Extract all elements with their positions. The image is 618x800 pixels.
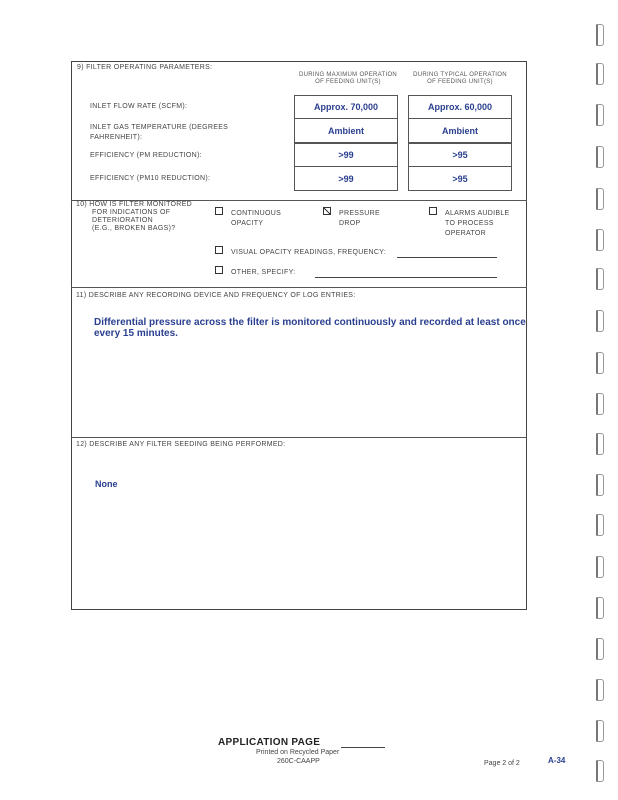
other-specify-field[interactable]	[315, 277, 497, 278]
column-header-typical: DURING TYPICAL OPERATION OF FEEDING UNIT(S)	[413, 72, 507, 85]
section-12-question: 12) DESCRIBE ANY FILTER SEEDING BEING PERFORMED:	[76, 441, 286, 448]
footer-page-id: A-34	[548, 756, 566, 765]
binder-tab	[596, 352, 604, 374]
section-10-q4: (E.G., BROKEN BAGS)?	[92, 225, 176, 232]
binder-tab	[596, 474, 604, 496]
pm-max-value: >99	[338, 150, 354, 160]
flow-typical-value: Approx. 60,000	[427, 102, 493, 112]
alarms-label-3: OPERATOR	[445, 230, 487, 237]
alarms-audible-checkbox[interactable]	[429, 207, 437, 215]
row-label-temp: INLET GAS TEMPERATURE (DEGREES FAHRENHEIT):	[90, 124, 229, 141]
continuous-opacity-label-2: OPACITY	[231, 220, 264, 227]
footer-recycled: Printed on Recycled Paper	[256, 749, 340, 756]
binder-tab	[596, 104, 604, 126]
other-checkbox[interactable]	[215, 266, 223, 274]
binder-tab	[596, 268, 604, 290]
section-10-q3: DETERIORATION	[92, 217, 153, 224]
binder-tab	[596, 310, 604, 332]
pm-max-field[interactable]	[294, 143, 398, 167]
section-10-q2: FOR INDICATIONS OF	[92, 209, 171, 216]
continuous-opacity-checkbox[interactable]	[215, 207, 223, 215]
pm-typical-value: >95	[452, 150, 468, 160]
divider-11-12	[71, 437, 527, 438]
visual-opacity-label: VISUAL OPACITY READINGS, FREQUENCY:	[231, 249, 387, 256]
temp-max-value: Ambient	[328, 125, 364, 136]
binder-tab	[596, 638, 604, 660]
temp-typical-value: Ambient	[442, 125, 478, 136]
row-label-flow: INLET FLOW RATE (SCFM):	[90, 103, 188, 110]
binder-tab	[596, 679, 604, 701]
section-12-answer: None	[95, 479, 118, 489]
binder-tab	[596, 229, 604, 251]
pressure-drop-label-1: PRESSURE	[339, 210, 380, 217]
alarms-label-2: TO PROCESS	[445, 220, 494, 227]
footer-page-number: Page 2 of 2	[484, 760, 520, 767]
binder-tab	[596, 393, 604, 415]
section-9-title: 9) FILTER OPERATING PARAMETERS:	[77, 64, 213, 71]
pm-typical-field[interactable]	[408, 143, 512, 167]
footer-page-blank	[341, 747, 385, 748]
section-11-question: 11) DESCRIBE ANY RECORDING DEVICE AND FREQUENCY OF LOG ENTRIES:	[76, 292, 356, 299]
alarms-label-1: ALARMS AUDIBLE	[445, 210, 510, 217]
continuous-opacity-label-1: CONTINUOUS	[231, 210, 282, 217]
binder-tab	[596, 433, 604, 455]
column-header-max: DURING MAXIMUM OPERATION OF FEEDING UNIT(S)	[298, 72, 398, 85]
row-label-pm: EFFICIENCY (PM REDUCTION):	[90, 152, 202, 159]
binder-tab	[596, 514, 604, 536]
pm10-typical-value: >95	[452, 173, 468, 184]
temp-max-field[interactable]	[294, 119, 398, 143]
divider-10-11	[71, 287, 527, 288]
binder-tab	[596, 24, 604, 46]
footer-form-code: 260C-CAAPP	[277, 758, 320, 765]
pm10-typical-field[interactable]	[408, 167, 512, 191]
binder-tab	[596, 597, 604, 619]
section-11-answer-line-1: Differential pressure across the filter is monitored continuously and recorded at least once	[94, 317, 526, 328]
visual-opacity-checkbox[interactable]	[215, 246, 223, 254]
pm10-max-value: >99	[338, 173, 354, 184]
binder-tab	[596, 146, 604, 168]
pressure-drop-label-2: DROP	[339, 220, 361, 227]
flow-max-field[interactable]	[294, 95, 398, 119]
pressure-drop-checkbox[interactable]	[323, 207, 331, 215]
binder-tab	[596, 63, 604, 85]
visual-frequency-field[interactable]	[397, 257, 497, 258]
binder-tab	[596, 556, 604, 578]
binder-tab	[596, 760, 604, 782]
temp-typical-field[interactable]	[408, 119, 512, 143]
binder-tab	[596, 188, 604, 210]
section-10-q1: 10) HOW IS FILTER MONITORED	[76, 201, 192, 208]
flow-max-value: Approx. 70,000	[313, 102, 379, 112]
other-label: OTHER, SPECIFY:	[231, 269, 296, 276]
section-11-answer-line-2: every 15 minutes.	[94, 328, 178, 339]
flow-typical-field[interactable]	[408, 95, 512, 119]
row-label-pm10: EFFICIENCY (PM10 REDUCTION):	[90, 175, 211, 182]
pm10-max-field[interactable]	[294, 167, 398, 191]
footer-title: APPLICATION PAGE	[218, 737, 321, 748]
binder-tab	[596, 720, 604, 742]
